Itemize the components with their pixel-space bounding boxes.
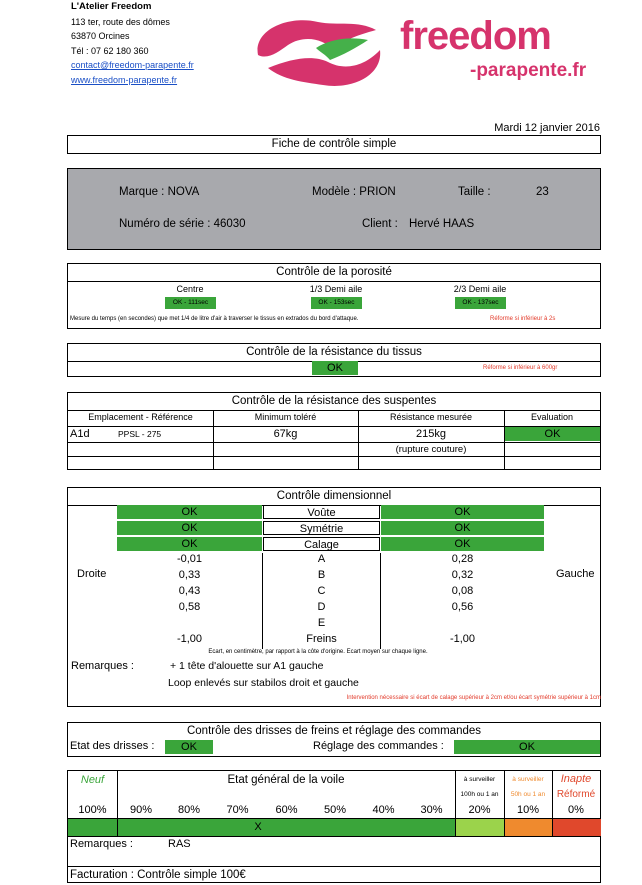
doc-title: Fiche de contrôle simple bbox=[271, 138, 397, 150]
line-min: 67kg bbox=[273, 428, 298, 440]
logo-subtext: -parapente.fr bbox=[470, 60, 587, 81]
client-label: Client : bbox=[362, 218, 398, 230]
state-bar-surveiller bbox=[456, 819, 504, 836]
brakes-section bbox=[67, 722, 601, 757]
porosity-section bbox=[67, 263, 601, 329]
dim-check-label: Symétrie bbox=[263, 521, 380, 535]
percent-label: 100% bbox=[78, 804, 107, 816]
lines-header: Minimum toléré bbox=[254, 412, 317, 422]
line-location: A1d bbox=[70, 428, 90, 440]
dim-row-left-value: -1,00 bbox=[449, 633, 476, 645]
lines-header: Emplacement - Référence bbox=[88, 412, 193, 422]
dim-row-right-value: 0,58 bbox=[178, 601, 201, 613]
size-value: 23 bbox=[536, 186, 549, 198]
lines-title: Contrôle de la résistance des suspentes bbox=[68, 393, 600, 411]
general-title: Etat général de la voile bbox=[227, 774, 345, 786]
porosity-col-label: 2/3 Demi aile bbox=[453, 284, 507, 294]
dim-check-left-side: OK bbox=[381, 537, 544, 551]
dimensional-section bbox=[67, 487, 601, 707]
porosity-value: OK - 111sec bbox=[165, 297, 216, 309]
reforme-label: Réformé bbox=[556, 789, 596, 800]
porosity-col-label: Centre bbox=[176, 284, 204, 294]
general-remarks-label: Remarques : bbox=[70, 838, 133, 850]
dim-row-left-value: 0,08 bbox=[451, 585, 474, 597]
brand: Marque : NOVA bbox=[119, 186, 200, 198]
doc-title-box bbox=[67, 135, 601, 154]
state-bar-neuf bbox=[68, 819, 117, 836]
dim-check-left-side: OK bbox=[381, 505, 544, 519]
dimensional-title: Contrôle dimensionnel bbox=[68, 488, 600, 506]
percent-label: 50% bbox=[323, 804, 347, 816]
general-section bbox=[67, 770, 601, 883]
inapte-label: Inapte bbox=[560, 773, 592, 785]
dim-check-label: Voûte bbox=[263, 505, 380, 519]
lines-section bbox=[67, 392, 601, 470]
general-remarks-value: RAS bbox=[168, 838, 191, 850]
phone: Tél : 07 62 180 360 bbox=[71, 45, 149, 56]
porosity-title: Contrôle de la porosité bbox=[68, 264, 600, 282]
lines-header: Résistance mesurée bbox=[389, 412, 473, 422]
logo-text: freedom bbox=[400, 14, 551, 58]
dim-row-left-value: 0,28 bbox=[451, 553, 474, 565]
remark-line: Loop enlevés sur stabilos droit et gauche bbox=[168, 677, 359, 689]
surveiller-sub-2: 50h ou 1 an bbox=[510, 791, 546, 798]
dim-row-right-value: -0,01 bbox=[176, 553, 203, 565]
address-line-2: 63870 Orcines bbox=[71, 31, 130, 41]
percent-label: 40% bbox=[372, 804, 395, 816]
percent-label: 80% bbox=[177, 804, 201, 816]
fabric-section bbox=[67, 343, 601, 377]
company-block bbox=[71, 0, 271, 87]
fabric-reform-note: Réforme si inférieur à 600gr bbox=[483, 365, 558, 371]
porosity-reform-note: Réforme si inférieur à 2s bbox=[490, 316, 556, 322]
size-label: Taille : bbox=[458, 186, 491, 198]
remark-line: + 1 tête d'alouette sur A1 gauche bbox=[170, 660, 324, 672]
model: Modèle : PRION bbox=[312, 186, 396, 198]
dim-row-label: D bbox=[317, 601, 326, 613]
dim-row-label: B bbox=[317, 569, 326, 581]
brakes-title: Contrôle des drisses de freins et réglage des commandes bbox=[186, 725, 482, 737]
fabric-value: OK bbox=[312, 361, 358, 375]
dim-row-label: C bbox=[317, 585, 326, 597]
email-link[interactable]: contact@freedom-parapente.fr bbox=[71, 60, 194, 70]
surveiller-label-2: à surveiller bbox=[512, 776, 544, 783]
line-eval: OK bbox=[505, 427, 600, 441]
state-bar-surveiller-2 bbox=[505, 819, 552, 836]
logo bbox=[248, 10, 588, 90]
dim-row-left-value: 0,56 bbox=[451, 601, 474, 613]
porosity-value: OK - 153sec bbox=[311, 297, 362, 309]
fabric-title: Contrôle de la résistance du tissus bbox=[68, 344, 600, 362]
line-measured: 215kg bbox=[416, 428, 446, 440]
logo-mark-icon bbox=[248, 10, 388, 90]
state-bar-inapte bbox=[553, 819, 601, 836]
drisses-label: Etat des drisses : bbox=[70, 740, 155, 752]
dimensional-reform-note: Intervention nécessaire si écart de calage supérieur à 2cm et/ou écart symétrie supérieur à 1cm bbox=[346, 695, 601, 701]
percent-label: 70% bbox=[226, 804, 249, 816]
porosity-col-label: 1/3 Demi aile bbox=[309, 284, 363, 294]
dim-check-right-side: OK bbox=[117, 505, 262, 519]
dim-check-left-side: OK bbox=[381, 521, 544, 535]
porosity-note: Mesure du temps (en secondes) que met 1/4 de litre d'air à traverser le tissus en extrados du bord d'attaque. bbox=[70, 316, 359, 322]
dim-check-label: Calage bbox=[263, 537, 380, 551]
porosity-value: OK - 137sec bbox=[455, 297, 506, 309]
dim-row-label: Freins bbox=[306, 633, 337, 645]
state-mark: X bbox=[254, 821, 262, 833]
remarks-label: Remarques : bbox=[71, 660, 134, 672]
dimensional-note: Ecart, en centimètre, par rapport à la côte d'origine. Ecart moyen sur chaque ligne. bbox=[208, 649, 428, 655]
percent-label: 0% bbox=[568, 804, 584, 816]
line-measured-note: (rupture couture) bbox=[395, 444, 467, 455]
date: Mardi 12 janvier 2016 bbox=[494, 122, 600, 134]
dim-row-left-value: 0,32 bbox=[451, 569, 474, 581]
dim-check-right-side: OK bbox=[117, 521, 262, 535]
billing: Facturation : Contrôle simple 100€ bbox=[70, 869, 246, 881]
address-line-1: 113 ter, route des dômes bbox=[71, 16, 170, 27]
dim-row-right-value: 0,33 bbox=[178, 569, 201, 581]
percent-label: 90% bbox=[129, 804, 153, 816]
side-right-label: Droite bbox=[77, 568, 107, 580]
client-value: Hervé HAAS bbox=[409, 218, 475, 230]
glider-info bbox=[67, 168, 601, 250]
serial-number: Numéro de série : 46030 bbox=[119, 218, 246, 230]
lines-header: Evaluation bbox=[530, 412, 574, 422]
commands-label: Réglage des commandes : bbox=[313, 740, 444, 752]
percent-label: 20% bbox=[468, 804, 491, 816]
commands-value: OK bbox=[454, 740, 600, 754]
side-left-label: Gauche bbox=[556, 568, 595, 580]
neuf-label: Neuf bbox=[80, 774, 105, 786]
drisses-value: OK bbox=[165, 740, 213, 754]
percent-label: 60% bbox=[275, 804, 298, 816]
surveiller-sub: 100h ou 1 an bbox=[460, 791, 499, 798]
dim-row-label: E bbox=[317, 617, 326, 629]
dim-row-label: A bbox=[317, 553, 326, 565]
percent-label: 10% bbox=[516, 804, 540, 816]
company-name: L'Atelier Freedom bbox=[71, 1, 152, 12]
website-link[interactable]: www.freedom-parapente.fr bbox=[71, 74, 178, 85]
state-bar-main bbox=[118, 819, 455, 836]
dim-row-right-value: -1,00 bbox=[176, 633, 203, 645]
percent-label: 30% bbox=[420, 804, 443, 816]
dim-check-right-side: OK bbox=[117, 537, 262, 551]
dim-row-right-value: 0,43 bbox=[178, 585, 201, 597]
line-reference: PPSL - 275 bbox=[118, 429, 162, 439]
surveiller-label: à surveiller bbox=[463, 776, 496, 783]
